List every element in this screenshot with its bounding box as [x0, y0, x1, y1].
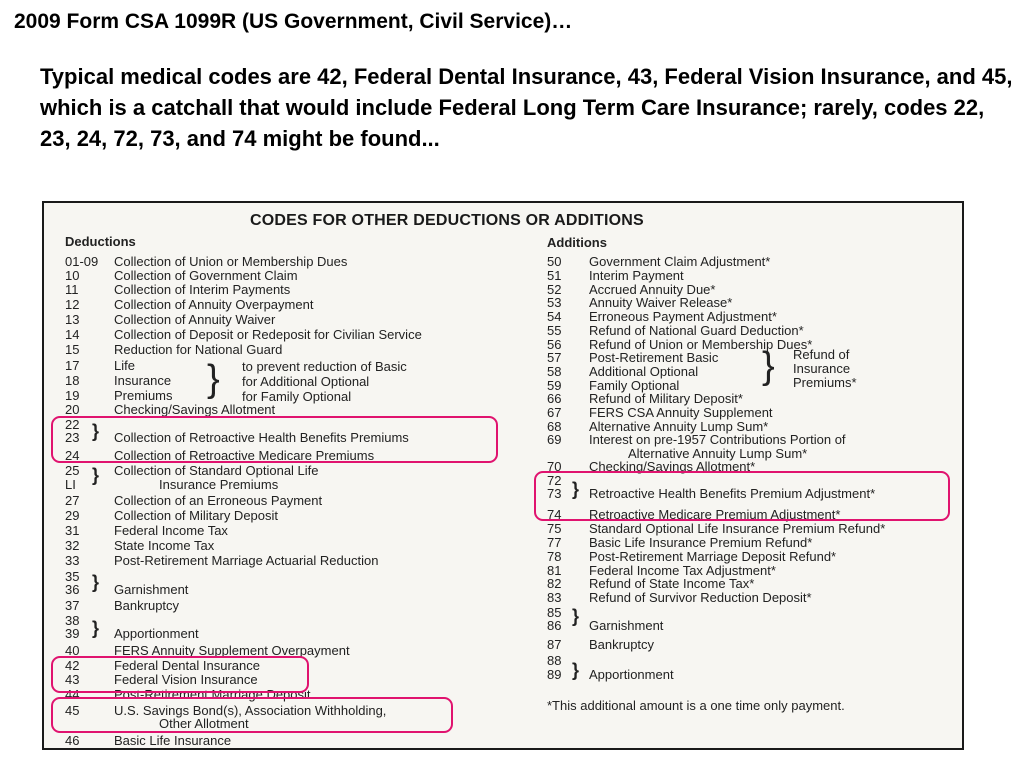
addition-code: 69	[547, 432, 562, 447]
addition-description: Federal Income Tax Adjustment*	[589, 563, 776, 578]
deduction-code: 33	[65, 553, 80, 568]
deduction-description: U.S. Savings Bond(s), Association Withholding,	[114, 703, 387, 718]
deduction-code: 35	[65, 569, 80, 584]
life-note-3: for Family Optional	[242, 389, 352, 404]
highlight-codes-72-74	[534, 471, 950, 521]
deduction-code: 32	[65, 538, 80, 553]
deduction-description: Collection of Standard Optional Life	[114, 463, 319, 478]
deduction-description: Federal Vision Insurance	[114, 672, 258, 687]
deduction-code: 01-09	[65, 254, 99, 269]
deduction-code: 19	[65, 388, 80, 403]
refund-note-2: Insurance	[793, 361, 851, 376]
addition-description: Alternative Annuity Lump Sum*	[628, 446, 808, 461]
addition-code: 83	[547, 590, 562, 605]
deduction-description: Collection of Military Deposit	[114, 508, 279, 523]
addition-description: Alternative Annuity Lump Sum*	[589, 419, 769, 434]
addition-code: 56	[547, 337, 562, 352]
deduction-code: 10	[65, 268, 80, 283]
addition-description: FERS CSA Annuity Supplement	[589, 405, 773, 420]
addition-description: Basic Life Insurance Premium Refund*	[589, 535, 813, 550]
deduction-description: Collection of Annuity Overpayment	[114, 297, 314, 312]
addition-description: Erroneous Payment Adjustment*	[589, 309, 777, 324]
addition-code: 67	[547, 405, 562, 420]
deduction-code: 11	[65, 282, 79, 297]
addition-description: Additional Optional	[589, 364, 699, 379]
addition-code: 66	[547, 391, 562, 406]
addition-code: 78	[547, 549, 562, 564]
deduction-description: Basic Life Insurance	[114, 733, 232, 748]
deduction-description: Insurance	[114, 373, 172, 388]
addition-code: 86	[547, 618, 562, 633]
addition-description: Retroactive Medicare Premium Adjustment*	[589, 507, 841, 522]
addition-description: Refund of Survivor Reduction Deposit*	[589, 590, 812, 605]
addition-description: Annuity Waiver Release*	[589, 295, 733, 310]
deduction-description: Premiums	[114, 388, 173, 403]
deduction-description: Collection of Deposit or Redeposit for Civilian Service	[114, 327, 422, 342]
addition-description: Refund of Union or Membership Dues*	[589, 337, 813, 352]
addition-code: 53	[547, 295, 562, 310]
brace-22-23: }	[92, 421, 100, 441]
deduction-code: 36	[65, 582, 80, 597]
deduction-code: 29	[65, 508, 80, 523]
deduction-description: Federal Income Tax	[114, 523, 228, 538]
deduction-code: 31	[65, 523, 80, 538]
footnote: *This additional amount is a one time only payment.	[547, 698, 845, 713]
deduction-description: Collection of Retroactive Health Benefits Premiums	[114, 430, 409, 445]
form-codes-table	[42, 201, 964, 750]
addition-description: Interest on pre-1957 Contributions Portion of	[589, 432, 846, 447]
addition-description: Post-Retirement Marriage Deposit Refund*	[589, 549, 837, 564]
brace-85-86: }	[572, 606, 580, 626]
deductions-heading: Deductions	[65, 234, 136, 249]
addition-code: 51	[547, 268, 562, 283]
addition-code: 89	[547, 667, 562, 682]
addition-code: 55	[547, 323, 562, 338]
deduction-code: 43	[65, 672, 80, 687]
addition-description: Refund of National Guard Deduction*	[589, 323, 804, 338]
refund-note-1: Refund of	[793, 347, 850, 362]
deduction-code: 25	[65, 463, 80, 478]
deduction-description: Bankruptcy	[114, 598, 180, 613]
deduction-code: 20	[65, 402, 80, 417]
codes-table-heading: CODES FOR OTHER DEDUCTIONS OR ADDITIONS	[250, 212, 644, 229]
deduction-description: Reduction for National Guard	[114, 342, 283, 357]
deduction-description: Other Allotment	[159, 716, 249, 731]
deduction-code: 45	[65, 703, 80, 718]
deduction-description: FERS Annuity Supplement Overpayment	[114, 643, 350, 658]
addition-description: Standard Optional Life Insurance Premium Refund*	[589, 521, 886, 536]
addition-code: 68	[547, 419, 562, 434]
addition-description: Post-Retirement Basic	[589, 350, 719, 365]
deduction-description: State Income Tax	[114, 538, 215, 553]
addition-code: 81	[547, 563, 562, 578]
addition-description: Checking/Savings Allotment*	[589, 459, 756, 474]
deduction-code: 14	[65, 327, 80, 342]
deduction-description: Collection of Retroactive Medicare Premiums	[114, 448, 375, 463]
brace-88-89: }	[572, 660, 580, 680]
addition-code: 87	[547, 637, 562, 652]
highlight-codes-42-43	[51, 656, 309, 693]
refund-note-3: Premiums*	[793, 375, 857, 390]
deduction-code: 40	[65, 643, 80, 658]
addition-code: 75	[547, 521, 562, 536]
highlight-code-45	[51, 697, 453, 733]
addition-code: 50	[547, 254, 562, 269]
deduction-description: Insurance Premiums	[159, 477, 279, 492]
deduction-code: 13	[65, 312, 80, 327]
brace-25-li: }	[92, 465, 100, 485]
deduction-description: Collection of Annuity Waiver	[114, 312, 276, 327]
addition-code: 73	[547, 486, 562, 501]
deduction-description: Collection of Union or Membership Dues	[114, 254, 348, 269]
slide-title: 2009 Form CSA 1099R (US Government, Civil Service)…	[14, 10, 573, 33]
addition-code: 58	[547, 364, 562, 379]
deduction-description: Post-Retirement Marriage Actuarial Reduction	[114, 553, 379, 568]
addition-code: 82	[547, 576, 562, 591]
addition-description: Apportionment	[589, 667, 674, 682]
deduction-code: 46	[65, 733, 80, 748]
addition-code: 54	[547, 309, 562, 324]
deduction-description: Federal Dental Insurance	[114, 658, 260, 673]
addition-code: 74	[547, 507, 562, 522]
addition-code: 52	[547, 282, 562, 297]
deduction-code: 18	[65, 373, 80, 388]
addition-code: 72	[547, 473, 562, 488]
addition-description: Family Optional	[589, 378, 680, 393]
brace-72-73: }	[572, 479, 580, 499]
life-note-1: to prevent reduction of Basic	[242, 359, 407, 374]
addition-code: 70	[547, 459, 562, 474]
deduction-description: Garnishment	[114, 582, 189, 597]
addition-description: Garnishment	[589, 618, 664, 633]
addition-description: Refund of State Income Tax*	[589, 576, 755, 591]
addition-code: 77	[547, 535, 562, 550]
deduction-description: Collection of Government Claim	[114, 268, 298, 283]
deduction-description: Collection of Interim Payments	[114, 282, 291, 297]
addition-code: 59	[547, 378, 562, 393]
brace-38-39: }	[92, 618, 100, 638]
addition-description: Interim Payment	[589, 268, 684, 283]
deduction-description: Apportionment	[114, 626, 199, 641]
brace-57-59: }	[762, 345, 775, 387]
deduction-code: 17	[65, 358, 80, 373]
addition-description: Accrued Annuity Due*	[589, 282, 716, 297]
deduction-code: LI	[65, 477, 76, 492]
deduction-code: 23	[65, 430, 80, 445]
addition-code: 88	[547, 653, 562, 668]
addition-description: Refund of Military Deposit*	[589, 391, 743, 406]
deduction-code: 39	[65, 626, 80, 641]
addition-code: 57	[547, 350, 562, 365]
deduction-code: 12	[65, 297, 80, 312]
deduction-code: 27	[65, 493, 80, 508]
deduction-code: 15	[65, 342, 80, 357]
addition-description: Bankruptcy	[589, 637, 655, 652]
deduction-code: 38	[65, 613, 80, 628]
addition-description: Retroactive Health Benefits Premium Adjustment*	[589, 486, 876, 501]
deduction-code: 44	[65, 687, 80, 702]
addition-code: 85	[547, 605, 562, 620]
additions-heading: Additions	[547, 235, 607, 250]
deduction-code: 22	[65, 417, 80, 432]
deduction-description: Post-Retirement Marriage Deposit	[114, 687, 311, 702]
addition-description: Government Claim Adjustment*	[589, 254, 771, 269]
brace-17-19: }	[207, 358, 220, 400]
deduction-description: Life	[114, 358, 135, 373]
highlight-codes-22-24	[51, 416, 498, 463]
slide-body-text: Typical medical codes are 42, Federal Dental Insurance, 43, Federal Vision Insurance, and 45, which is a catchall that would include Federal Long Term Care Insurance; rarely, codes 22, 23, 24, 72, 73, and 74 might be found...	[40, 64, 1013, 151]
brace-35-36: }	[92, 572, 100, 592]
deduction-code: 24	[65, 448, 80, 463]
life-note-2: for Additional Optional	[242, 374, 370, 389]
deduction-code: 42	[65, 658, 80, 673]
deduction-description: Collection of an Erroneous Payment	[114, 493, 323, 508]
deduction-code: 37	[65, 598, 80, 613]
deduction-description: Checking/Savings Allotment	[114, 402, 276, 417]
